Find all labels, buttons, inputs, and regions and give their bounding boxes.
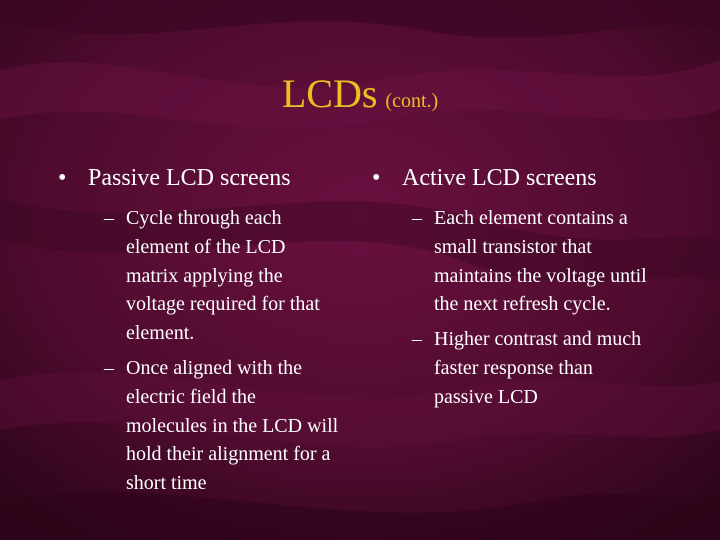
bullet-passive [58, 160, 358, 196]
sub-point [404, 204, 672, 319]
title-main: LCDs [281, 71, 378, 116]
left-column [58, 160, 358, 504]
bullet-active-text: Active LCD screens [402, 165, 597, 191]
active-subpoints [404, 204, 672, 412]
sub-point [96, 204, 358, 348]
bullet-dot: • [58, 165, 67, 191]
sub-point [404, 325, 672, 411]
bullet-dot: • [372, 165, 381, 191]
title-suffix: (cont.) [385, 90, 439, 112]
sub-point-text: Higher contrast and much faster response than passive LCD [434, 328, 642, 408]
passive-subpoints [96, 204, 358, 498]
sub-point-text: Once aligned with the electric field the molecules in the LCD will hold their alignment for a short time [126, 356, 339, 495]
slide-title [0, 70, 720, 117]
dash-marker: – [104, 356, 114, 379]
dash-marker: – [104, 207, 114, 229]
right-column [372, 160, 672, 418]
dash-marker: – [412, 207, 422, 229]
sub-point [96, 354, 358, 498]
bullet-passive-text: Passive LCD screens [88, 165, 291, 191]
bullet-active [372, 160, 672, 196]
dash-marker: – [412, 328, 422, 351]
sub-point-text: Each element contains a small transistor that maintains the voltage until the next refresh cycle. [434, 207, 647, 316]
sub-point-text: Cycle through each element of the LCD matrix applying the voltage required for that element. [126, 207, 320, 345]
